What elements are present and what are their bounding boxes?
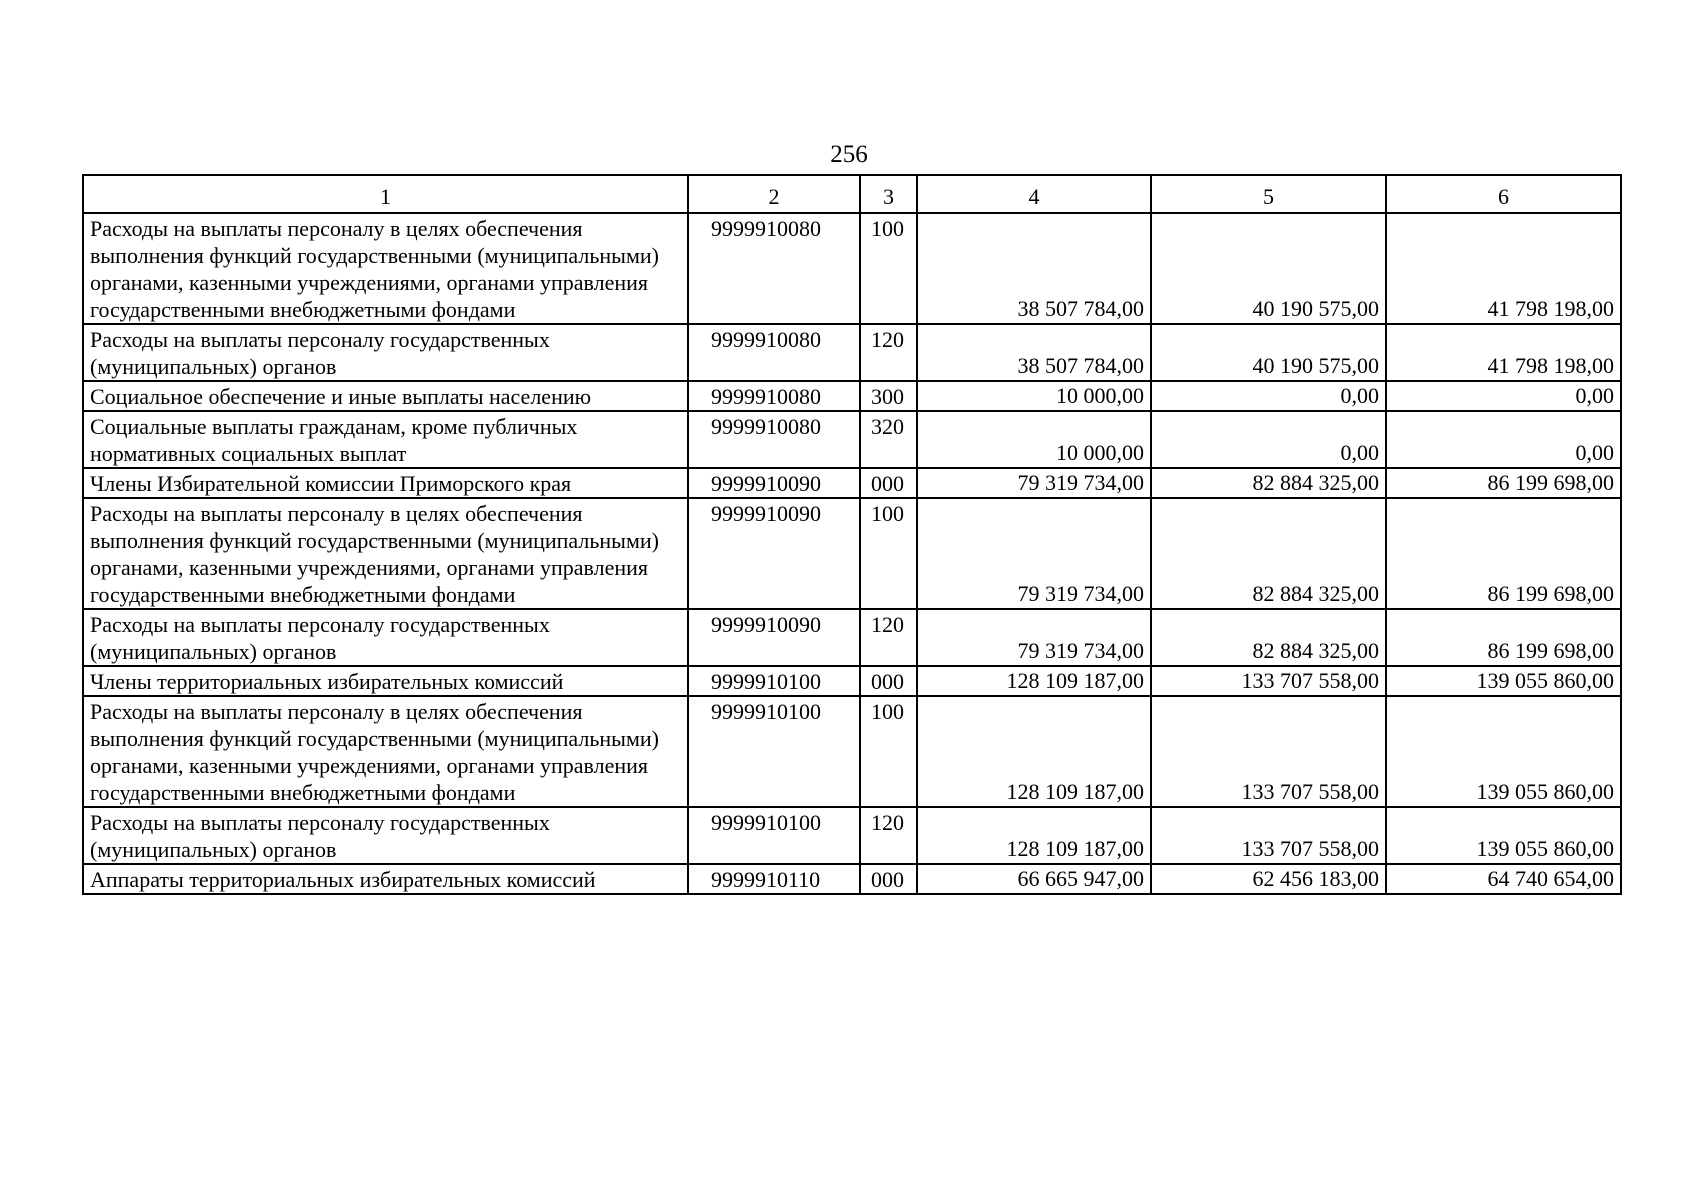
row-expense-type: 120 (860, 324, 917, 381)
row-amount-col6: 139 055 860,00 (1386, 666, 1621, 696)
row-amount-col6: 41 798 198,00 (1386, 213, 1621, 324)
row-amount-col6: 139 055 860,00 (1386, 807, 1621, 864)
row-amount-col6: 0,00 (1386, 411, 1621, 468)
row-name: Члены Избирательной комиссии Приморского края (83, 468, 688, 498)
table-row (83, 696, 1621, 807)
row-amount-col4: 79 319 734,00 (917, 498, 1151, 609)
row-amount-col4: 79 319 734,00 (917, 609, 1151, 666)
row-amount-col5: 40 190 575,00 (1151, 213, 1386, 324)
header-col-6: 6 (1386, 175, 1621, 213)
row-amount-col4: 79 319 734,00 (917, 468, 1151, 498)
row-name: Расходы на выплаты персоналу государственных (муниципальных) органов (83, 807, 688, 864)
row-target-code: 9999910110 (688, 864, 860, 894)
table-row (83, 498, 1621, 609)
row-expense-type: 000 (860, 468, 917, 498)
header-col-4: 4 (917, 175, 1151, 213)
row-target-code: 9999910090 (688, 468, 860, 498)
row-amount-col4: 10 000,00 (917, 381, 1151, 411)
row-name: Члены территориальных избирательных комиссий (83, 666, 688, 696)
row-name: Расходы на выплаты персоналу в целях обеспечения выполнения функций государственными (муниципальными) органами, казенными учреждениями, органами управления государственными внебюджетными фондами (83, 498, 688, 609)
row-amount-col6: 64 740 654,00 (1386, 864, 1621, 894)
row-name: Социальное обеспечение и иные выплаты населению (83, 381, 688, 411)
row-name: Расходы на выплаты персоналу в целях обеспечения выполнения функций государственными (муниципальными) органами, казенными учреждениями, органами управления государственными внебюджетными фондами (83, 213, 688, 324)
row-amount-col5: 133 707 558,00 (1151, 807, 1386, 864)
row-expense-type: 100 (860, 696, 917, 807)
row-amount-col4: 38 507 784,00 (917, 324, 1151, 381)
row-amount-col6: 86 199 698,00 (1386, 498, 1621, 609)
row-amount-col4: 128 109 187,00 (917, 666, 1151, 696)
row-target-code: 9999910090 (688, 498, 860, 609)
row-name: Расходы на выплаты персоналу в целях обеспечения выполнения функций государственными (муниципальными) органами, казенными учреждениями, органами управления государственными внебюджетными фондами (83, 696, 688, 807)
row-target-code: 9999910080 (688, 213, 860, 324)
row-target-code: 9999910080 (688, 324, 860, 381)
row-amount-col5: 133 707 558,00 (1151, 666, 1386, 696)
row-amount-col5: 133 707 558,00 (1151, 696, 1386, 807)
row-amount-col5: 0,00 (1151, 411, 1386, 468)
row-expense-type: 120 (860, 609, 917, 666)
row-target-code: 9999910100 (688, 666, 860, 696)
row-amount-col6: 86 199 698,00 (1386, 609, 1621, 666)
header-col-3: 3 (860, 175, 917, 213)
row-amount-col5: 40 190 575,00 (1151, 324, 1386, 381)
row-amount-col4: 10 000,00 (917, 411, 1151, 468)
row-amount-col5: 62 456 183,00 (1151, 864, 1386, 894)
row-target-code: 9999910100 (688, 807, 860, 864)
row-amount-col4: 38 507 784,00 (917, 213, 1151, 324)
row-amount-col5: 82 884 325,00 (1151, 609, 1386, 666)
row-target-code: 9999910080 (688, 411, 860, 468)
row-name: Расходы на выплаты персоналу государственных (муниципальных) органов (83, 609, 688, 666)
header-col-5: 5 (1151, 175, 1386, 213)
row-amount-col5: 0,00 (1151, 381, 1386, 411)
table-row (83, 468, 1621, 498)
table-row (83, 864, 1621, 894)
row-target-code: 9999910100 (688, 696, 860, 807)
row-amount-col5: 82 884 325,00 (1151, 498, 1386, 609)
row-expense-type: 000 (860, 666, 917, 696)
header-col-2: 2 (688, 175, 860, 213)
row-target-code: 9999910080 (688, 381, 860, 411)
row-expense-type: 100 (860, 498, 917, 609)
table-header-row (83, 175, 1621, 213)
table-row (83, 666, 1621, 696)
row-expense-type: 000 (860, 864, 917, 894)
row-amount-col6: 0,00 (1386, 381, 1621, 411)
row-amount-col4: 128 109 187,00 (917, 696, 1151, 807)
row-amount-col4: 128 109 187,00 (917, 807, 1151, 864)
row-expense-type: 300 (860, 381, 917, 411)
row-expense-type: 320 (860, 411, 917, 468)
row-name: Расходы на выплаты персоналу государственных (муниципальных) органов (83, 324, 688, 381)
table-row (83, 807, 1621, 864)
page-number: 256 (830, 141, 868, 168)
row-amount-col6: 41 798 198,00 (1386, 324, 1621, 381)
table-row (83, 324, 1621, 381)
row-target-code: 9999910090 (688, 609, 860, 666)
row-expense-type: 120 (860, 807, 917, 864)
row-amount-col4: 66 665 947,00 (917, 864, 1151, 894)
row-amount-col5: 82 884 325,00 (1151, 468, 1386, 498)
row-expense-type: 100 (860, 213, 917, 324)
table-row (83, 213, 1621, 324)
table-row (83, 411, 1621, 468)
row-name: Аппараты территориальных избирательных комиссий (83, 864, 688, 894)
row-name: Социальные выплаты гражданам, кроме публичных нормативных социальных выплат (83, 411, 688, 468)
budget-table (82, 174, 1622, 895)
table-row (83, 381, 1621, 411)
table-row (83, 609, 1621, 666)
header-col-1: 1 (83, 175, 688, 213)
row-amount-col6: 86 199 698,00 (1386, 468, 1621, 498)
row-amount-col6: 139 055 860,00 (1386, 696, 1621, 807)
